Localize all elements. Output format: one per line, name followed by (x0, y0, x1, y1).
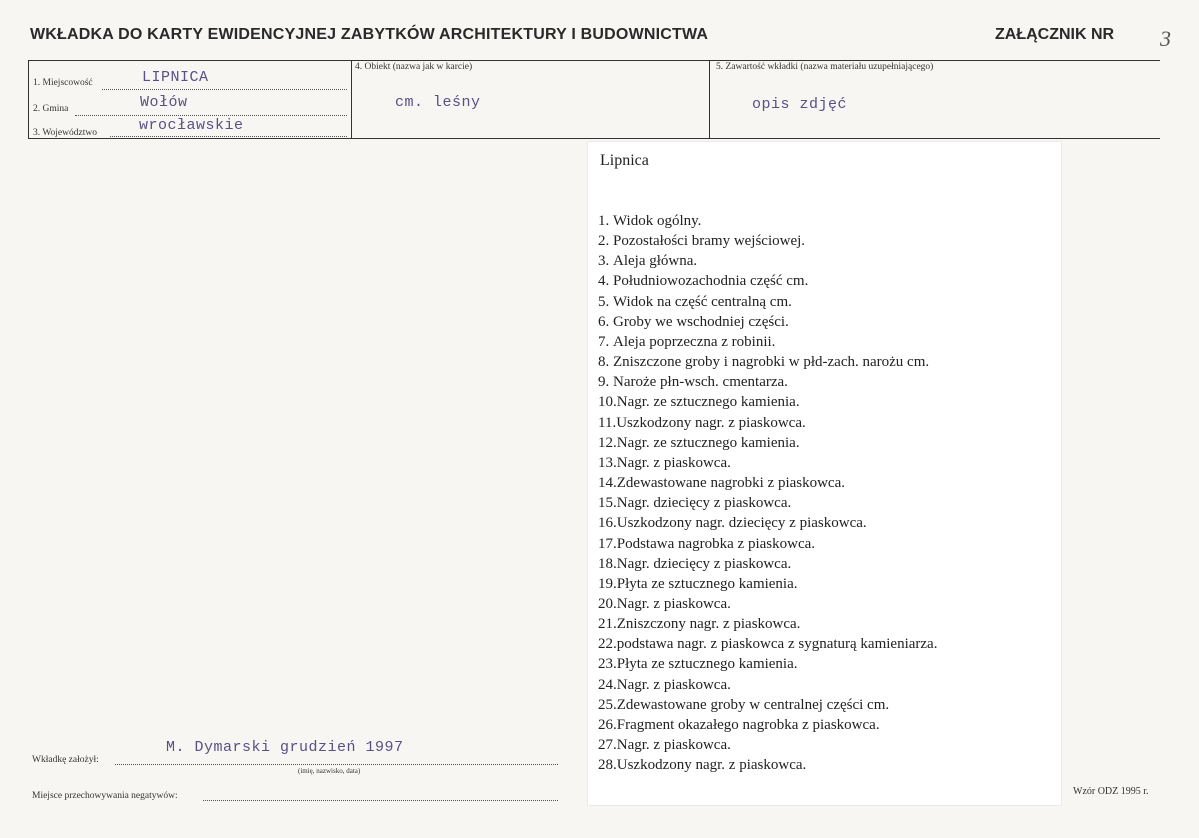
list-item-number: 20. (598, 595, 617, 612)
list-item-text: podstawa nagr. z piaskowca z sygnaturą kamieniarza. (616, 636, 938, 653)
storage-label: Miejsce przechowywania negatywów: (32, 791, 178, 801)
list-item (598, 574, 937, 594)
list-item-text: Widok na część centralną cm. (613, 293, 792, 310)
list-item (598, 614, 937, 634)
sheet-title: Lipnica (600, 152, 649, 169)
list-item-text: Nagr. dziecięcy z piaskowca. (616, 495, 792, 512)
list-item (598, 513, 937, 533)
list-item-number: 11. (598, 414, 617, 431)
locality-value: LIPNICA (142, 69, 209, 86)
form-left-border (28, 60, 29, 139)
list-item (598, 433, 937, 453)
list-item-number: 22. (598, 636, 617, 653)
list-item (598, 231, 937, 251)
list-item-number: 2. (598, 233, 610, 250)
list-item-text: Uszkodzony nagr. dziecięcy z piaskowca. (616, 515, 867, 532)
commune-dots (75, 115, 347, 116)
list-item-number: 3. (598, 253, 610, 270)
list-item-text: Nagr. z piaskowca. (616, 595, 731, 612)
list-item-number: 15. (598, 495, 617, 512)
list-item-text: Nagr. z piaskowca. (616, 454, 731, 471)
list-item-text: Pozostałości bramy wejściowej. (613, 233, 806, 250)
list-item-text: Nagr. dziecięcy z piaskowca. (616, 555, 792, 572)
list-item-text: Aleja główna. (613, 253, 698, 270)
list-item-text: Uszkodzony nagr. z piaskowca. (616, 414, 806, 431)
list-item-text: Aleja poprzeczna z robinii. (613, 333, 776, 350)
list-item (598, 251, 937, 271)
list-item-text: Płyta ze sztucznego kamienia. (616, 575, 798, 592)
attached-list-sheet (588, 142, 1061, 805)
author-label: Wkładkę założył: (32, 755, 99, 765)
list-item-text: Nagr. ze sztucznego kamienia. (616, 394, 800, 411)
form-bottom-rule (28, 138, 1160, 139)
storage-dots (203, 800, 558, 801)
list-item (598, 675, 937, 695)
list-item-number: 14. (598, 475, 617, 492)
list-item-text: Południowozachodnia część cm. (613, 273, 809, 290)
list-item-number: 23. (598, 656, 617, 673)
list-item (598, 352, 937, 372)
list-item-text: Uszkodzony nagr. z piaskowca. (616, 757, 807, 774)
list-item-number: 16. (598, 515, 617, 532)
list-item-number: 18. (598, 555, 617, 572)
list-item-text: Zniszczone groby i nagrobki w płd-zach. narożu cm. (613, 354, 930, 371)
list-item-text: Nagr. ze sztucznego kamienia. (616, 434, 800, 451)
list-item-number: 9. (598, 374, 610, 391)
author-value: M. Dymarski grudzień 1997 (166, 739, 404, 756)
list-item (598, 735, 937, 755)
list-item (598, 413, 937, 433)
form-top-rule (28, 60, 1160, 61)
list-item-number: 1. (598, 213, 610, 229)
list-item-text: Płyta ze sztucznego kamienia. (616, 656, 798, 673)
voivodeship-dots (110, 136, 347, 137)
list-item-number: 28. (598, 757, 617, 774)
list-item (598, 493, 937, 513)
list-item-number: 21. (598, 616, 617, 633)
list-item (598, 332, 937, 352)
list-item-text: Widok ogólny. (613, 213, 702, 229)
list-item (598, 473, 937, 493)
form-divider-1 (351, 60, 352, 139)
list-item (598, 554, 937, 574)
list-item-number: 13. (598, 454, 617, 471)
list-item (598, 534, 937, 554)
list-item-number: 8. (598, 354, 610, 371)
list-item-number: 10. (598, 394, 617, 411)
list-item-text: Groby we wschodniej części. (613, 313, 789, 330)
form-model: Wzór ODZ 1995 r. (1073, 786, 1149, 797)
list-item (598, 715, 937, 735)
list-item-text: Podstawa nagrobka z piaskowca. (616, 535, 816, 552)
list-item-number: 24. (598, 676, 617, 693)
content-label: 5. Zawartość wkładki (nazwa materiału uzupełniającego) (716, 62, 934, 72)
list-item-number: 17. (598, 535, 617, 552)
list-item (598, 634, 937, 654)
list-item-text: Fragment okazałego nagrobka z piaskowca. (616, 716, 880, 733)
form-divider-2 (709, 60, 710, 139)
photo-description-list (598, 211, 937, 775)
list-item (598, 755, 937, 775)
list-item-text: Naroże płn-wsch. cmentarza. (613, 374, 788, 391)
list-item-text: Nagr. z piaskowca. (616, 737, 731, 754)
list-item (598, 654, 937, 674)
commune-label: 2. Gmina (33, 104, 69, 114)
list-item-number: 25. (598, 696, 617, 713)
list-item-number: 5. (598, 293, 610, 310)
list-item-number: 6. (598, 313, 610, 330)
list-item (598, 372, 937, 392)
author-caption: (imię, nazwisko, data) (298, 767, 361, 775)
content-value: opis zdjęć (752, 96, 848, 113)
list-item-text: Zniszczony nagr. z piaskowca. (616, 616, 801, 633)
form-title: WKŁADKA DO KARTY EWIDENCYJNEJ ZABYTKÓW ARCHITEKTURY I BUDOWNICTWA (30, 26, 709, 43)
list-item-number: 12. (598, 434, 617, 451)
list-item-number: 4. (598, 273, 610, 290)
list-item (598, 594, 937, 614)
commune-value: Wołów (140, 94, 188, 111)
list-item (598, 211, 937, 231)
author-dots (115, 764, 558, 765)
list-item-text: Nagr. z piaskowca. (616, 676, 731, 693)
list-item (598, 271, 937, 291)
list-item (598, 695, 937, 715)
annex-number: 3 (1160, 26, 1171, 51)
list-item-number: 7. (598, 333, 610, 350)
list-item-number: 19. (598, 575, 617, 592)
annex-label: ZAŁĄCZNIK NR (995, 26, 1115, 43)
list-item (598, 453, 937, 473)
voivodeship-label: 3. Województwo (33, 128, 97, 138)
list-item (598, 292, 937, 312)
locality-dots (102, 89, 347, 90)
list-item-number: 27. (598, 737, 617, 754)
list-item-number: 26. (598, 716, 617, 733)
list-item-text: Zdewastowane nagrobki z piaskowca. (616, 475, 846, 492)
list-item (598, 392, 937, 412)
list-item-text: Zdewastowane groby w centralnej części cm. (616, 696, 890, 713)
voivodeship-value: wrocławskie (139, 117, 244, 134)
locality-label: 1. Miejscowość (33, 78, 93, 88)
object-label: 4. Obiekt (nazwa jak w karcie) (355, 62, 473, 72)
object-value: cm. leśny (395, 94, 481, 111)
list-item (598, 312, 937, 332)
